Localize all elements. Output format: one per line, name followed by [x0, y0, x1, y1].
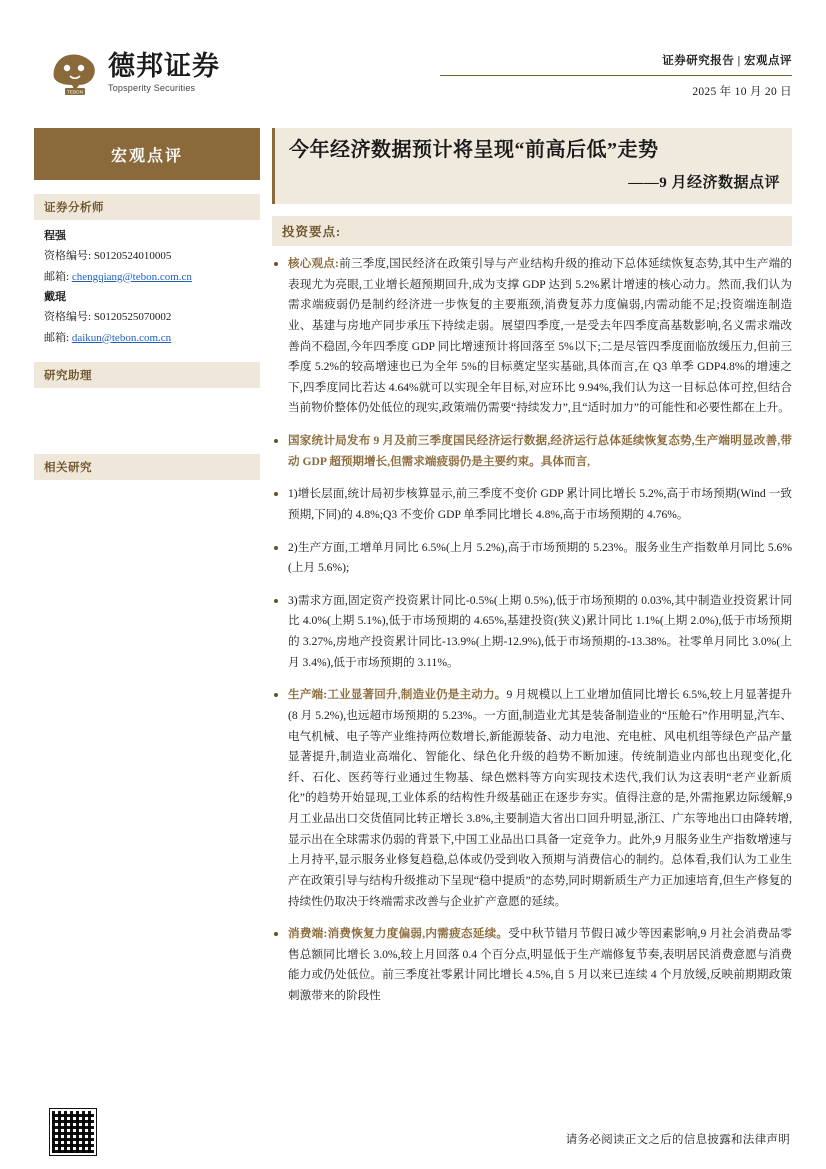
- sidebar-section-assistant: 研究助理: [34, 362, 260, 388]
- assistant-list-empty: [34, 388, 260, 440]
- bullet-item: [272, 431, 792, 472]
- page-footer: [0, 1097, 826, 1169]
- report-type: 证券研究报告 | 宏观点评: [662, 55, 792, 67]
- header-meta: [440, 52, 792, 99]
- bullet-list: [272, 254, 792, 1007]
- license-value: S0120525070002: [93, 311, 172, 324]
- bullet-lead: 生产端:工业显著回升,制造业仍是主动力。: [288, 688, 507, 702]
- bullet-text: 前三季度,国民经济在政策引导与产业结构升级的推动下总体延续恢复态势,其中生产端的表现尤为亮眼,工业增长超预期回升,成为支撑 GDP 达到 5.2%累计增速的核心动力。然而,我们认为需求端疲弱仍是制约经济进一步恢复的主要瓶颈,消费复苏力度偏弱,内需动能不足;投资端连制造业、基建与房地产同步承压下持续走弱。展望四季度,一是受去年四季度高基数影响,名义需求端改善尚不稳固,今年四季度 GDP 同比增速预计将回落至 5%以下;二是尽管四季度面临放缓压力,但前三季度 5.2%的较高增速也已为全年 5%的目标奠定坚实基础,具体而言,在 Q3 单季 GDP4.8%的增速之下,四季度同比若达 4.64%就可以实现全年目标,对应环比 9.94%,我们认为这一目标总体可控,但结合当前物价整体仍处低位的现实,政策端仍需要“持续发力”,且“适时加力”的可能性和必要性都在上升。: [288, 257, 792, 415]
- bullet-item: [272, 591, 792, 674]
- mail-label: 邮箱:: [44, 331, 70, 344]
- license-label: 资格编号:: [44, 250, 92, 263]
- logo-animal-icon: [48, 48, 102, 98]
- analyst-license: [44, 246, 250, 266]
- bullet-item: [272, 254, 792, 419]
- bullet-text: 9 月规模以上工业增加值同比增长 6.5%,较上月显著提升(8 月 5.2%),也远超市场预期的 5.23%。一方面,制造业尤其是装备制造业的“压舱石”作用明显,汽车、电气机械、电子等产业维持两位数增长,新能源装备、动力电池、充电桩、风电机组等绿色产品产量显著提升,制造业高端化、智能化、绿色化升级的趋势不断加速。传统制造业内部也出现变化,化纤、石化、医药等行业通过生物基、绿色燃料等方向实现技术迭代,我们认为这表明“老产业新质化”的趋势开始显现,工业体系的结构性升级基础正在逐步夯实。值得注意的是,外需拖累边际缓解,9 月工业品出口交货值同比转正增长 3.8%,主要制造大省出口回升明显,浙江、广东等地出口由降转增,显示出在全球需求仍弱的背景下,中国工业品出口具备一定竞争力。此外,9 月服务业生产指数增速与上月持平,显示服务业修复趋稳,总体或仍受到收入预期与消费信心的制约。总体看,我们认为工业生产在政策引导与结构升级推动下呈现“稳中提质”的态势,同时期新质生产力正加速培育,但生产修复的持续性仍取决于终端需求改善与企业扩产意愿的延续。: [288, 688, 792, 908]
- page-title: 今年经济数据预计将呈现“前高后低”走势: [289, 139, 659, 161]
- mail-link[interactable]: chengqiang@tebon.com.cn: [71, 270, 192, 283]
- license-label: 资格编号:: [44, 311, 92, 324]
- bullet-text: 1)增长层面,统计局初步核算显示,前三季度不变价 GDP 累计同比增长 5.2%,高于市场预期(Wind 一致预期,下同)的 4.8%;Q3 不变价 GDP 单季同比增长 4.8%,高于市场预期的 4.76%。: [288, 487, 792, 521]
- footer-disclaimer: 请务必阅读正文之后的信息披露和法律声明: [565, 1134, 790, 1146]
- bullet-item: [272, 538, 792, 579]
- page-header: [0, 0, 826, 118]
- qr-code-icon[interactable]: [50, 1109, 96, 1155]
- logo-badge-text: TEBON: [67, 89, 83, 95]
- sidebar: [34, 128, 260, 532]
- bullet-text: 2)生产方面,工增单月同比 6.5%(上月 5.2%),高于市场预期的 5.23%。服务业生产指数单月同比 5.6%(上月 5.6%);: [288, 540, 792, 575]
- bullet-text: 国家统计局发布 9 月及前三季度国民经济运行数据,经济运行总体延续恢复态势,生产端明显改善,带动 GDP 超预期增长,但需求端疲弱仍是主要约束。具体而言,: [288, 434, 792, 468]
- bullet-item: [272, 484, 792, 525]
- analyst-license: [44, 307, 250, 327]
- header-divider: [440, 75, 792, 76]
- analyst-mail: [44, 328, 250, 348]
- mail-link[interactable]: daikun@tebon.com.cn: [71, 331, 172, 344]
- related-list-empty: [34, 480, 260, 532]
- analyst-mail: [44, 267, 250, 287]
- page-subtitle: ——9 月经济数据点评: [628, 175, 780, 191]
- bullet-text: 受中秋节错月节假日减少等因素影响,9 月社会消费品零售总额同比增长 3.0%,较上月回落 0.4 个百分点,明显低于生产端修复节奏,表明居民消费意愿与消费能力或仍处低位。前三季度社零累计同比增长 4.5%,自 5 月以来已连续 4 个月放缓,反映前期期政策刺激带来的阶段性: [288, 927, 792, 1002]
- analyst-entry: [44, 226, 250, 287]
- title-band: [272, 128, 792, 204]
- sidebar-tag: 宏观点评: [34, 128, 260, 180]
- bullet-lead: 消费端:消费恢复力度偏弱,内需疲态延续。: [288, 927, 509, 941]
- logo-text-en: Topsperity Securities: [108, 83, 196, 93]
- mail-label: 邮箱:: [44, 270, 70, 283]
- logo-text-cn: 德邦证券: [108, 51, 220, 81]
- investment-points-heading: 投资要点:: [272, 216, 792, 246]
- main-content: [272, 128, 792, 1019]
- analyst-name: 程强: [44, 230, 66, 242]
- bullet-lead: 核心观点:: [288, 257, 339, 270]
- license-value: S0120524010005: [93, 250, 172, 263]
- sidebar-section-analyst: 证券分析师: [34, 194, 260, 220]
- bullet-item: [272, 685, 792, 912]
- brand-logo: [48, 48, 220, 98]
- investment-points-body: [272, 246, 792, 1007]
- analyst-entry: [44, 287, 250, 348]
- analyst-list: [34, 220, 260, 348]
- bullet-text: 3)需求方面,固定资产投资累计同比-0.5%(上期 0.5%),低于市场预期的 0.03%,其中制造业投资累计同比 4.0%(上期 5.1%),低于市场预期的 4.65%,基建投资(狭义)累计同比 1.1%(上期 2.0%),低于市场预期的 3.27%,房地产投资累计同比-13.9%(上期-12.9%),低于市场预期的-13.38%。社零单月同比 3.0%(上月 3.4%),低于市场预期的 3.11%。: [288, 593, 792, 669]
- sidebar-section-related: 相关研究: [34, 454, 260, 480]
- report-date: 2025 年 10 月 20 日: [692, 86, 792, 98]
- bullet-item: [272, 924, 792, 1007]
- analyst-name: 戴琨: [44, 291, 66, 304]
